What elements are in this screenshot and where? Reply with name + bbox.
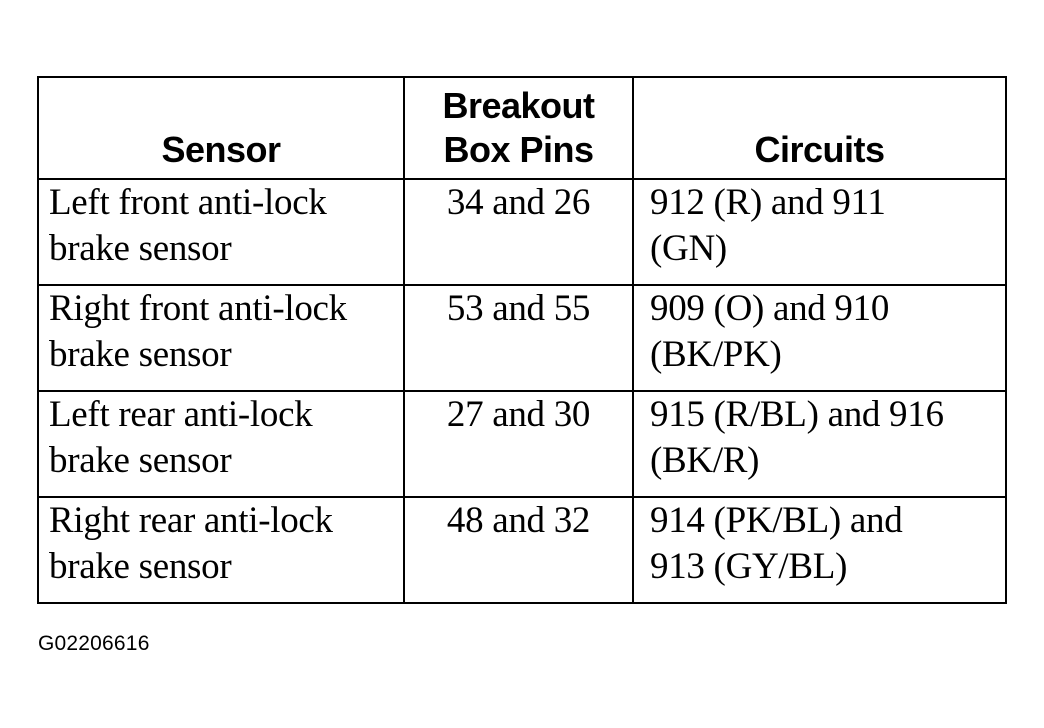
sensor-line2: brake sensor: [49, 440, 232, 481]
header-circuits-label: Circuits: [754, 129, 885, 170]
circuits-line1: 912 (R) and 911: [650, 182, 886, 223]
breakout-box-pin-table: [37, 76, 1007, 604]
sensor-line2: brake sensor: [49, 228, 232, 269]
pins-cell: [404, 391, 633, 497]
sensor-cell: [38, 285, 404, 391]
circuits-line2: (GN): [650, 228, 727, 269]
header-sensor-label: Sensor: [161, 129, 281, 170]
pins-cell: [404, 285, 633, 391]
sensor-line2: brake sensor: [49, 334, 232, 375]
circuits-line1: 915 (R/BL) and 916: [650, 394, 944, 435]
table-row: [38, 285, 1006, 391]
circuits-cell: [633, 391, 1006, 497]
circuits-line2: (BK/PK): [650, 334, 782, 375]
header-breakout-box-pins: [404, 77, 633, 179]
header-pins-label-line1: Breakout: [442, 85, 595, 126]
header-circuits: [633, 77, 1006, 179]
pins-value: 27 and 30: [446, 394, 591, 435]
pins-value: 48 and 32: [446, 500, 591, 541]
sensor-cell: [38, 497, 404, 603]
circuits-cell: [633, 285, 1006, 391]
pins-cell: [404, 497, 633, 603]
sensor-line1: Right rear anti-lock: [49, 500, 333, 541]
pins-cell: [404, 179, 633, 285]
sensor-line1: Left front anti-lock: [49, 182, 327, 223]
circuits-cell: [633, 179, 1006, 285]
circuits-line2: (BK/R): [650, 440, 760, 481]
pins-value: 53 and 55: [446, 288, 591, 329]
header-row: [38, 77, 1006, 179]
header-sensor: [38, 77, 404, 179]
table-row: [38, 179, 1006, 285]
sensor-line2: brake sensor: [49, 546, 232, 587]
circuits-line2: 913 (GY/BL): [650, 546, 848, 587]
circuits-cell: [633, 497, 1006, 603]
sensor-cell: [38, 391, 404, 497]
figure-id: G02206616: [38, 632, 150, 655]
circuits-line1: 909 (O) and 910: [650, 288, 890, 329]
table-row: [38, 391, 1006, 497]
circuits-line1: 914 (PK/BL) and: [650, 500, 903, 541]
header-pins-label-line2: Box Pins: [443, 129, 594, 170]
sensor-cell: [38, 179, 404, 285]
pins-value: 34 and 26: [446, 182, 591, 223]
sensor-line1: Right front anti-lock: [49, 288, 347, 329]
sensor-line1: Left rear anti-lock: [49, 394, 313, 435]
table-row: [38, 497, 1006, 603]
